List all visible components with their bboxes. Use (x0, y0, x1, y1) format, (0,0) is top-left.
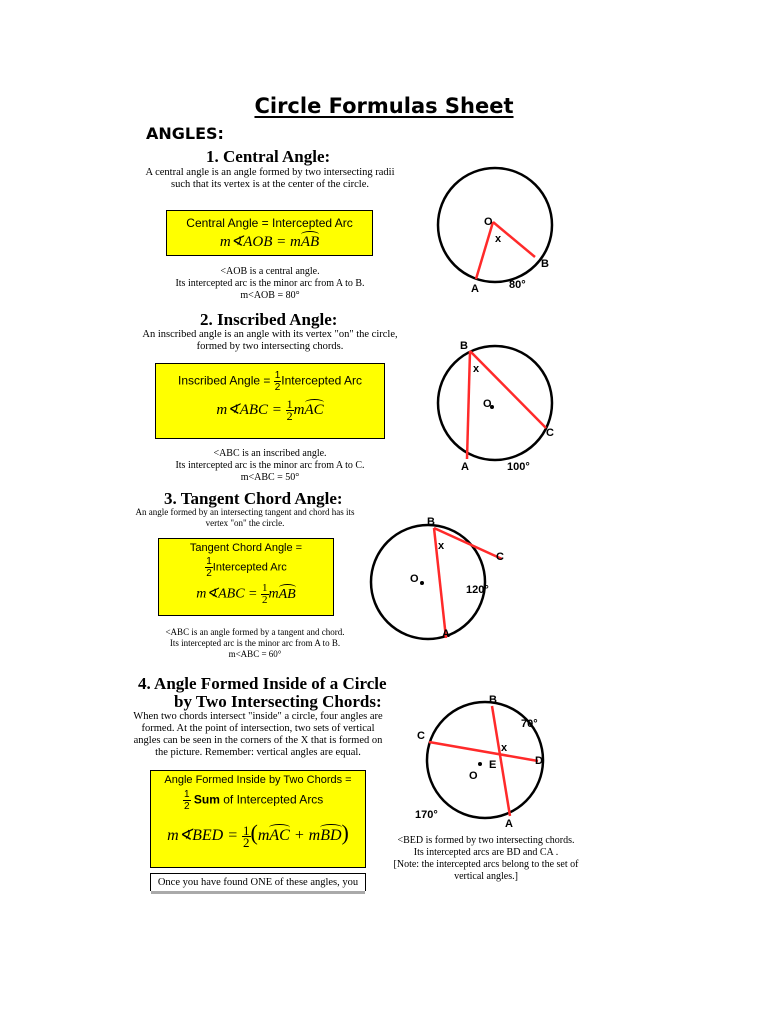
central-angle-notes: <AOB is a central angle. Its intercepted arc is the minor arc from A to B. m<AOB = 80° (175, 266, 365, 301)
label-a: A (442, 628, 450, 640)
chord-ba (467, 351, 470, 459)
chords-description: When two chords intersect "inside" a circle, four angles are formed. At the point of intersection, two sets of vertical angles can be seen in the corners of the X that is formed on the picture. Remember: vertical angles are equal. (133, 711, 383, 758)
label-a: A (471, 283, 479, 295)
label-o: O (484, 216, 493, 228)
center-dot (420, 581, 424, 585)
label-d: D (535, 755, 543, 767)
central-angle-description: A central angle is an angle formed by two intersecting radii such that its vertex is at the center of the circle. (145, 167, 395, 190)
inscribed-angle-description: An inscribed angle is an angle with its vertex "on" the circle, formed by two intersecting chords. (142, 329, 398, 352)
label-c: C (546, 427, 554, 439)
radius-oa (476, 222, 493, 279)
chords-heading-line2: by Two Intersecting Chords: (174, 692, 382, 711)
central-angle-diagram (420, 160, 580, 300)
central-angle-heading: 1. Central Angle: (206, 147, 331, 166)
label-b: B (460, 340, 468, 352)
central-angle-formula-box (166, 210, 373, 256)
label-b: B (427, 516, 435, 528)
inscribed-angle-notes: <ABC is an inscribed angle. Its intercepted arc is the minor arc from A to C. m<ABC = 50° (175, 448, 365, 483)
formula: m∢ABC = $\frac{1}{2}$ mAC (216, 397, 324, 423)
tangent-chord-heading: 3. Tangent Chord Angle: (164, 489, 343, 508)
formula-label: Central Angle = Intercepted Arc (186, 216, 353, 230)
label-x: x (473, 363, 480, 375)
label-a: A (505, 818, 513, 830)
label-100: 100° (507, 461, 530, 473)
tangent-chord-notes: <ABC is an angle formed by a tangent and chord. Its intercepted arc is the minor arc from A to B. m<ABC = 60° (165, 627, 345, 659)
center-dot (478, 762, 482, 766)
label-x: x (495, 233, 502, 245)
tangent-chord-description: An angle formed by an intersecting tangent and chord has its vertex "on" the circle. (135, 507, 355, 528)
label-70: 70° (521, 718, 538, 730)
formula: m∢AOB = mAB (219, 234, 320, 250)
inscribed-angle-formula-box (155, 363, 385, 439)
label-120: 120° (466, 584, 489, 596)
label-c: C (496, 551, 504, 563)
label-b: B (541, 258, 549, 270)
label-x: x (438, 540, 445, 552)
label-x: x (501, 742, 508, 754)
formula-label: Inscribed Angle = $\frac{1}{2}$ Intercepted Arc (177, 370, 362, 393)
label-170: 170° (415, 809, 438, 821)
label-a: A (461, 461, 469, 473)
tangent-bc (434, 528, 502, 559)
formula: m∢BED = $\frac{1}{2}$ (mAC + mBD) (167, 820, 349, 850)
formula-label: Angle Formed Inside by Two Chords = (164, 774, 352, 786)
label-b: B (489, 694, 497, 706)
chord-cd (429, 742, 538, 761)
continuation-box: Once you have found ONE of these angles, you (150, 873, 366, 891)
tangent-chord-diagram (360, 512, 540, 647)
angles-heading: ANGLES: (146, 124, 224, 143)
formula-label-2: $\frac{1}{2}$ Sum of Intercepted Arcs (184, 789, 324, 812)
chords-formula-box (150, 770, 366, 868)
formula-label-2: $\frac{1}{2}$ Intercepted Arc (206, 556, 287, 579)
inscribed-angle-heading: 2. Inscribed Angle: (200, 310, 338, 329)
label-c: C (417, 730, 425, 742)
circle (438, 346, 552, 460)
label-o: O (410, 573, 419, 585)
label-80: 80° (509, 279, 526, 291)
label-e: E (489, 759, 497, 771)
chords-heading-line1: 4. Angle Formed Inside of a Circle (138, 674, 387, 693)
formula-label: Tangent Chord Angle = (189, 542, 303, 554)
label-o: O (483, 398, 492, 410)
formula: m∢ABC = $\frac{1}{2}$ mAB (196, 582, 296, 606)
tangent-chord-formula-box (158, 538, 334, 616)
page-title: Circle Formulas Sheet (254, 94, 514, 118)
label-o: O (469, 770, 478, 782)
inscribed-angle-diagram (420, 335, 580, 475)
chords-notes: <BED is formed by two intersecting chords. Its intercepted arcs are BD and CA . [Note: the intercepted arcs belong to the set of vertical angles.] (393, 835, 579, 882)
chords-diagram (405, 690, 565, 830)
